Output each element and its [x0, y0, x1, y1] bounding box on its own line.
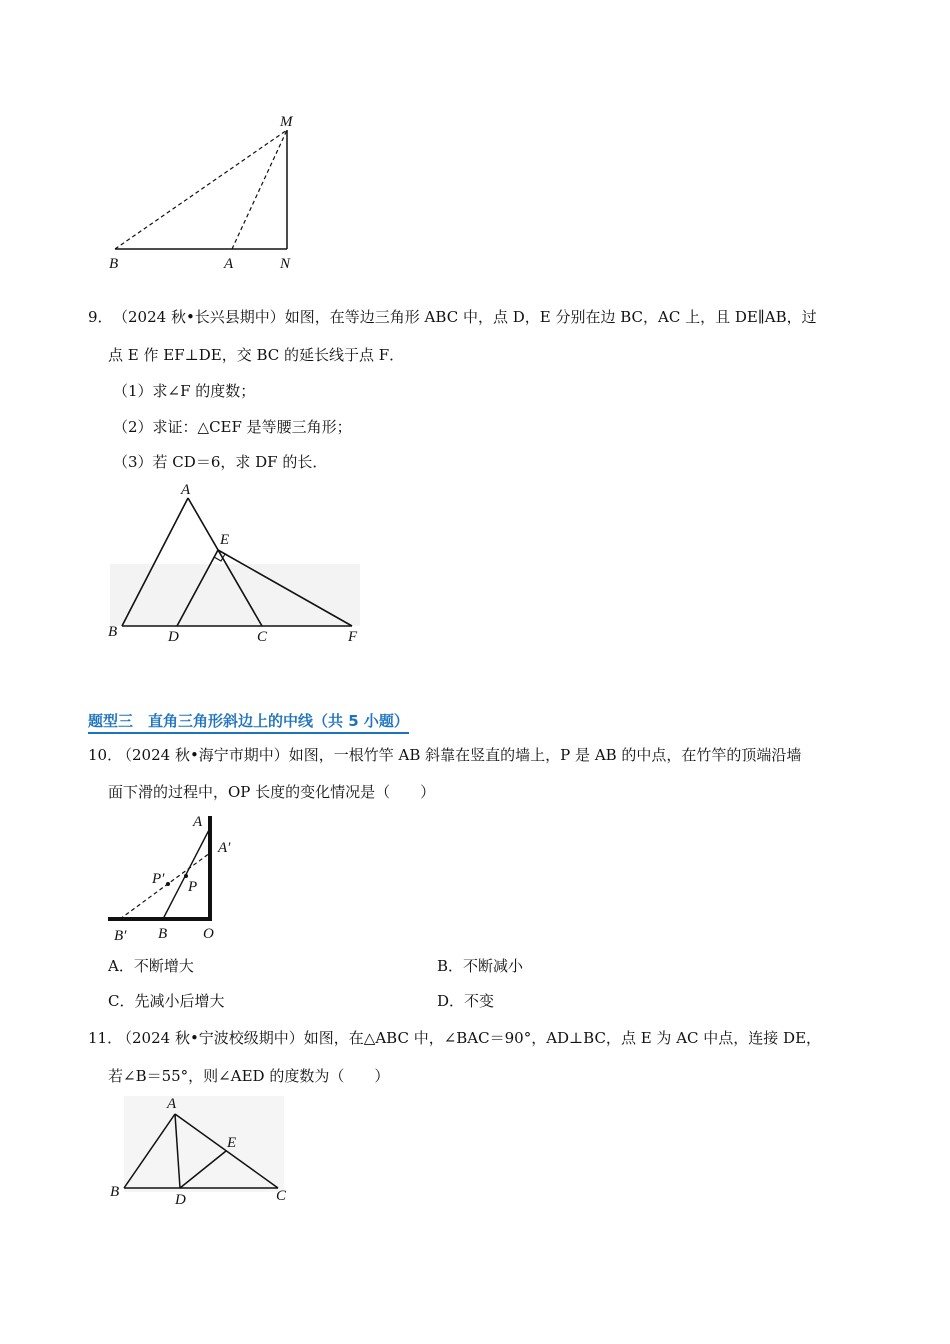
label-n: N — [280, 256, 291, 272]
label-b-prime: B′ — [114, 928, 127, 944]
segment-am-dashed — [232, 130, 287, 249]
label-p: P — [188, 879, 198, 895]
pole-ab — [163, 828, 210, 919]
label-e: E — [227, 1135, 237, 1151]
q10-option-a[interactable]: A．不断增大 — [108, 957, 194, 975]
label-o: O — [203, 926, 214, 942]
label-a-prime: A′ — [218, 840, 231, 856]
label-c: C — [276, 1188, 287, 1204]
label-b: B — [158, 926, 168, 942]
figure-q8 — [100, 108, 320, 278]
label-m: M — [280, 114, 293, 130]
label-f: F — [348, 629, 358, 645]
q10-text-line2: 面下滑的过程中，OP 长度的变化情况是（ ） — [108, 783, 436, 801]
q10-option-b[interactable]: B．不断减小 — [437, 957, 524, 975]
label-c: C — [257, 629, 268, 645]
q9-text-line1: （2024 秋•长兴县期中）如图，在等边三角形 ABC 中，点 D，E 分别在边 BC，AC 上，且 DE∥AB，过 — [113, 308, 817, 326]
q11-text-line2: 若∠B＝55°，则∠AED 的度数为（ ） — [108, 1067, 390, 1085]
section-heading: 题型三 直角三角形斜边上的中线（共 5 小题） — [88, 710, 409, 734]
point-p — [184, 874, 188, 878]
q9-part3: （3）若 CD＝6，求 DF 的长． — [113, 453, 328, 471]
q9-number: 9． — [88, 308, 113, 326]
q10-number: 10． — [88, 746, 123, 764]
label-a: A — [193, 814, 203, 830]
label-a: A — [224, 256, 234, 272]
q11-text-line1: （2024 秋•宁波校级期中）如图，在△ABC 中，∠BAC＝90°，AD⊥BC，点 E 为 AC 中点，连接 DE， — [117, 1029, 822, 1047]
label-a: A — [181, 482, 191, 498]
label-b: B — [109, 256, 119, 272]
label-d: D — [168, 629, 179, 645]
label-d: D — [175, 1192, 186, 1208]
q9-part1: （1）求∠F 的度数； — [113, 382, 256, 400]
segment-bm-dashed — [115, 130, 287, 249]
figure-q9 — [100, 478, 380, 648]
label-p-prime: P′ — [152, 871, 165, 887]
q10-option-c[interactable]: C．先减小后增大 — [108, 992, 225, 1010]
q9-part2: （2）求证：△CEF 是等腰三角形； — [113, 418, 352, 436]
q10-text-line1: （2024 秋•海宁市期中）如图，一根竹竿 AB 斜靠在竖直的墙上，P 是 AB 的中点，在竹竿的顶端沿墙 — [117, 746, 802, 764]
label-b: B — [110, 1184, 120, 1200]
label-a: A — [167, 1096, 177, 1112]
q10-option-d[interactable]: D．不变 — [437, 992, 495, 1010]
figure-q11 — [100, 1090, 300, 1210]
label-e: E — [220, 532, 230, 548]
figure-q10 — [100, 808, 260, 948]
label-b: B — [108, 624, 118, 640]
point-p-prime — [166, 882, 170, 886]
q11-number: 11． — [88, 1029, 123, 1047]
q9-text-line2: 点 E 作 EF⊥DE，交 BC 的延长线于点 F． — [108, 346, 405, 364]
